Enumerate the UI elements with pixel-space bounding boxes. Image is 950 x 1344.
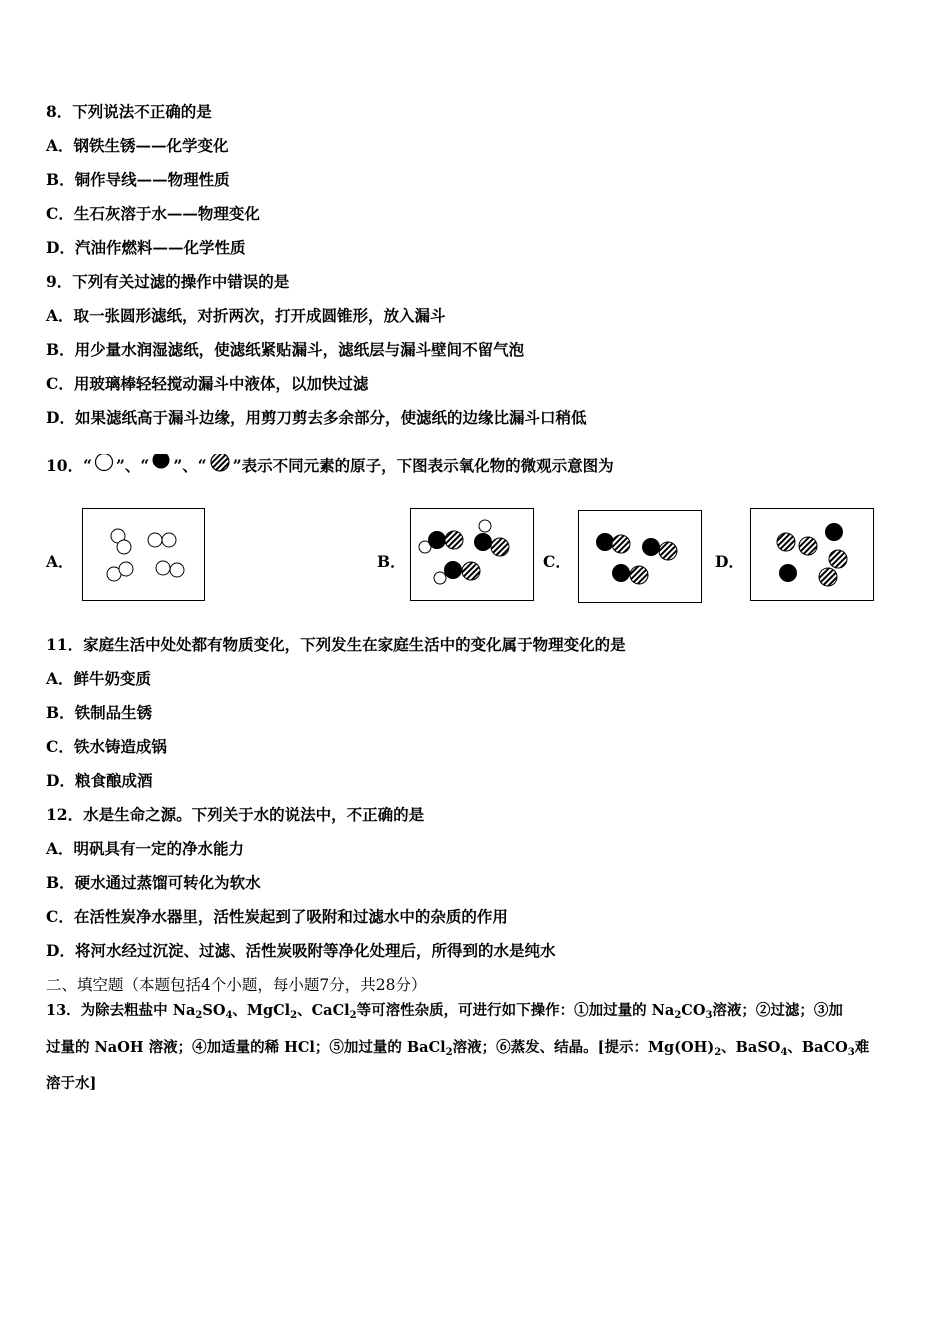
q8-option-c: C．生石灰溶于水——物理变化 — [46, 204, 260, 223]
q11-stem: 11．家庭生活中处处都有物质变化，下列发生在家庭生活中的变化属于物理变化的是 — [46, 635, 626, 654]
subscript: 2 — [445, 1047, 453, 1058]
q8-option-a: A．钢铁生锈——化学变化 — [46, 136, 229, 155]
q13-text: 溶液；⑥蒸发、结晶。[提示：Mg(OH) — [452, 1039, 715, 1056]
diagram-c-molecules — [579, 511, 703, 604]
q12-option-c: C．在活性炭净水器里，活性炭起到了吸附和过滤水中的杂质的作用 — [46, 907, 508, 926]
q11-option-a: A．鲜牛奶变质 — [46, 669, 152, 688]
q12-option-d: D．将河水经过沉淀、过滤、活性炭吸附等净化处理后，所得到的水是纯水 — [46, 941, 556, 960]
q13-text: 过量的 NaOH 溶液；④加适量的稀 HCl；⑤加过量的 BaCl — [46, 1039, 446, 1056]
subscript: 2 — [674, 1010, 682, 1021]
diagram-b-molecules — [411, 509, 535, 602]
q10-option-b-label: B． — [377, 552, 406, 571]
q13-text: 、BaCO — [787, 1039, 848, 1056]
hatched-atom-icon — [208, 454, 232, 474]
subscript: 2 — [290, 1010, 298, 1021]
q9-stem: 9．下列有关过滤的操作中错误的是 — [46, 272, 290, 291]
q10-quote-open: “ — [83, 456, 92, 475]
q13-text: 等可溶性杂质，可进行如下操作：①加过量的 Na — [356, 1002, 675, 1019]
section-title: 二、填空题（本题包括4个小题，每小题7分，共28分） — [46, 976, 427, 994]
q10-option-c-label: C． — [543, 552, 571, 571]
q13-text: 、MgCl — [232, 1002, 291, 1019]
diagram-a — [82, 508, 205, 601]
diagram-a-molecules — [83, 509, 206, 602]
q11-option-c: C．铁水铸造成锅 — [46, 737, 167, 756]
diagram-c — [578, 510, 702, 603]
q13-text: 溶液；②过滤；③加 — [712, 1002, 843, 1019]
subscript: 4 — [225, 1010, 233, 1021]
q8-option-b: B．铜作导线——物理性质 — [46, 170, 230, 189]
black-atom-icon — [150, 454, 172, 474]
q13-line-1 — [46, 1001, 843, 1021]
subscript: 2 — [195, 1010, 203, 1021]
subscript: 3 — [847, 1047, 855, 1058]
q10-option-d-label: D． — [715, 552, 744, 571]
diagram-d-molecules — [751, 509, 875, 602]
q9-option-a: A．取一张圆形滤纸，对折两次，打开成圆锥形，放入漏斗 — [46, 306, 446, 325]
q8-option-d: D．汽油作燃料——化学性质 — [46, 238, 246, 257]
q10-sep-1: ”、“ — [116, 456, 150, 475]
q13-text: 13．为除去粗盐中 Na — [46, 1002, 196, 1019]
q10-sep-2: ”、“ — [173, 456, 207, 475]
q13-line-3: 溶于水] — [46, 1075, 97, 1092]
q9-option-b: B．用少量水润湿滤纸，使滤纸紧贴漏斗，滤纸层与漏斗壁间不留气泡 — [46, 340, 525, 359]
subscript: 3 — [705, 1010, 713, 1021]
q10-option-a-label: A． — [46, 552, 74, 571]
q9-option-d: D．如果滤纸高于漏斗边缘，用剪刀剪去多余部分，使滤纸的边缘比漏斗口稍低 — [46, 408, 587, 427]
subscript: 2 — [349, 1010, 357, 1021]
diagram-b — [410, 508, 534, 601]
q13-text: CO — [681, 1002, 706, 1019]
q10-number: 10． — [46, 456, 84, 475]
subscript: 2 — [714, 1047, 722, 1058]
q11-option-d: D．粮食酿成酒 — [46, 771, 153, 790]
q10-stem-tail: ”表示不同元素的原子，下图表示氧化物的微观示意图为 — [232, 456, 614, 475]
q13-line-2 — [46, 1038, 869, 1058]
q8-stem: 8．下列说法不正确的是 — [46, 102, 212, 121]
white-atom-icon — [93, 454, 115, 474]
q13-text: 、BaSO — [721, 1039, 781, 1056]
q9-option-c: C．用玻璃棒轻轻搅动漏斗中液体，以加快过滤 — [46, 374, 369, 393]
subscript: 4 — [780, 1047, 788, 1058]
q13-text: 、CaCl — [297, 1002, 350, 1019]
q13-text: SO — [202, 1002, 226, 1019]
q13-text: 难 — [854, 1039, 870, 1056]
q10-stem — [46, 454, 614, 476]
diagram-d — [750, 508, 874, 601]
q11-option-b: B．铁制品生锈 — [46, 703, 153, 722]
q12-stem: 12．水是生命之源。下列关于水的说法中，不正确的是 — [46, 805, 425, 824]
q12-option-b: B．硬水通过蒸馏可转化为软水 — [46, 873, 261, 892]
q12-option-a: A．明矾具有一定的净水能力 — [46, 839, 245, 858]
